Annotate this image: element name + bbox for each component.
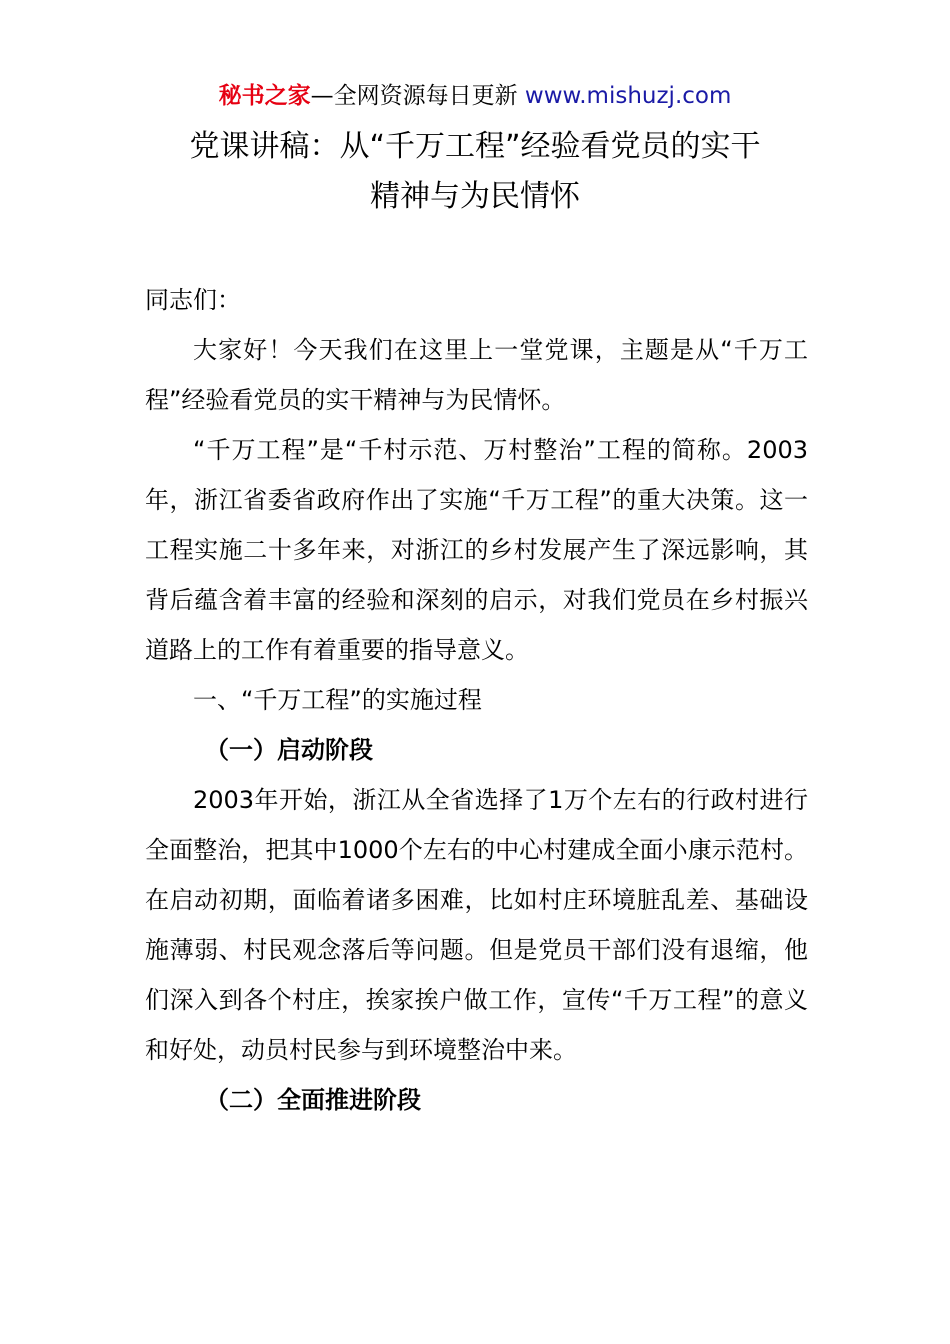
title-line-1: 党课讲稿：从“千万工程”经验看党员的实干	[189, 129, 761, 164]
document-title	[0, 122, 950, 222]
paragraph-startup: 2003年开始，浙江从全省选择了1万个左右的行政村进行全面整治，把其中1000个左右的中心村建成全面小康示范村。在启动初期，面临着诸多困难，比如村庄环境脏乱差、基础设施薄弱、村民观念落后等问题。但是党员干部们没有退缩，他们深入到各个村庄，挨家挨户做工作，宣传“千万工程”的意义和好处，动员村民参与到环境整治中来。	[145, 786, 808, 1064]
site-url-link[interactable]: www.mishuzj.com	[524, 83, 732, 109]
document-body	[145, 275, 808, 1125]
subsection-heading-1: （一）启动阶段	[205, 736, 373, 764]
site-tagline: —全网资源每日更新	[310, 83, 525, 109]
subsection-heading-2: （二）全面推进阶段	[205, 1086, 421, 1114]
salutation: 同志们：	[145, 286, 241, 314]
paragraph-background: “千万工程”是“千村示范、万村整治”工程的简称。2003年，浙江省委省政府作出了实施“千万工程”的重大决策。这一工程实施二十多年来，对浙江的乡村发展产生了深远影响，其背后蕴含着丰富的经验和深刻的启示，对我们党员在乡村振兴道路上的工作有着重要的指导意义。	[145, 436, 808, 664]
paragraph-intro: 大家好！今天我们在这里上一堂党课，主题是从“千万工程”经验看党员的实干精神与为民情怀。	[145, 336, 808, 414]
title-line-2: 精神与为民情怀	[370, 179, 580, 214]
section-heading-1: 一、“千万工程”的实施过程	[193, 686, 482, 714]
site-header	[0, 80, 950, 112]
site-brand: 秘书之家	[218, 83, 311, 109]
